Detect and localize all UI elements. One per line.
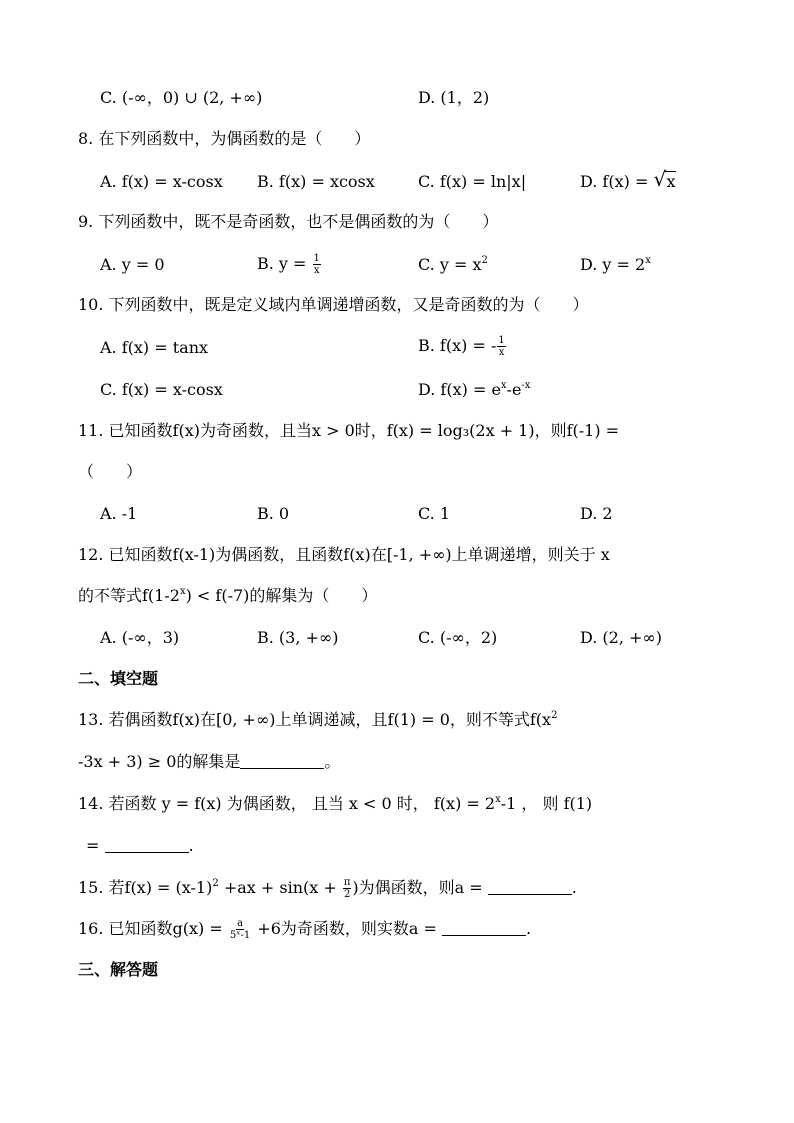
sqrt-symbol: √ x	[653, 167, 676, 191]
q10-option-a: A. f(x) = tanx	[100, 338, 209, 357]
answer-blank	[105, 836, 189, 853]
q7-option-c: C. (-∞，0) ∪ (2, +∞)	[100, 88, 263, 107]
q14-line2: = .	[86, 836, 194, 855]
q11-stem: 11. 已知函数f(x)为奇函数，且当x > 0时，f(x) = log₃(2x + 1)，则f(-1) =	[78, 421, 620, 440]
q15-line: 15. 若$f(x) = (x-1)^2 +ax + \sin(x$ + $\frac{\pi}{2}$ )为偶函数，则a = .	[78, 877, 577, 900]
q7-option-d: D. (1，2)	[418, 88, 490, 107]
answer-blank	[240, 752, 324, 769]
q10-option-c: C. f(x) = x-cosx	[100, 380, 223, 399]
q12-option-c: C. (-∞，2)	[418, 628, 498, 647]
q9-option-d: D. $y = 2^x$	[580, 255, 651, 274]
answer-blank	[488, 878, 572, 895]
q11-stem-cont: （ ）	[78, 462, 143, 481]
q10-option-d: D. $f(x) = e^x-e^{-x}$	[418, 380, 531, 399]
q8-option-a: A. f(x) = x-cosx	[100, 172, 223, 191]
q14-line1: 14. 若函数 y = f(x) 为偶函数， 且当 x < 0 时， $f(x) = 2^x-1$ ， 则 f(1)	[78, 794, 593, 813]
q11-option-d: D. 2	[580, 504, 613, 523]
fraction: $\frac{\pi}{2}$	[343, 877, 351, 900]
q8-option-d: D. f(x) = √ x	[580, 167, 676, 191]
q8-option-c: C. f(x) = ln|x|	[418, 172, 527, 191]
fraction: $\frac{a}{\text{5ˣ-1}}$	[229, 918, 251, 941]
q13-line1: 13. 若偶函数f(x)在[0, +∞)上单调递减，且f(1) = 0，则不等式$f(x^2$	[78, 710, 558, 729]
q10-option-b: B. f(x) = - $\frac{1}{x}$	[418, 335, 505, 358]
q11-option-a: A. -1	[100, 504, 138, 523]
fraction: $\frac{1}{x}$	[498, 335, 505, 358]
fraction: $\frac{1}{x}$	[313, 253, 320, 276]
q9-stem: 9. 下列函数中，既不是奇函数，也不是偶函数的为（ ）	[78, 212, 499, 231]
q16-line: 16. 已知函数g(x) = $\frac{a}{\text{5ˣ-1}}$ +6为奇函数，则实数a = .	[78, 918, 532, 941]
q9-option-b: B. y = $\frac{1}{x}$	[257, 253, 320, 276]
q12-option-a: A. (-∞，3)	[100, 628, 180, 647]
q11-option-b: B. 0	[257, 504, 290, 523]
q9-option-a: A. y = 0	[100, 255, 165, 274]
q8-option-b: B. f(x) = xcosx	[257, 172, 375, 191]
q8-stem: 8. 在下列函数中，为偶函数的是（ ）	[78, 129, 371, 148]
q11-option-c: C. 1	[418, 504, 451, 523]
section-answer-heading: 三、解答题	[78, 960, 159, 979]
q12-stem: 12. 已知函数f(x-1)为偶函数，且函数f(x)在[-1, +∞)上单调递增，则关于 x	[78, 545, 610, 564]
answer-blank	[442, 919, 526, 936]
q9-option-c: C. $y = x^2$	[418, 255, 488, 274]
q12-stem-line2: 的不等式$f(1-2^x) < f(-7)$的解集为（ ）	[78, 586, 378, 605]
q12-option-d: D. (2, +∞)	[580, 628, 662, 647]
section-fill-in-heading: 二、填空题	[78, 669, 159, 688]
q13-line2: -3x + 3) ≥ 0的解集是 。	[78, 752, 341, 771]
q12-option-b: B. (3, +∞)	[257, 628, 339, 647]
q10-stem: 10. 下列函数中，既是定义域内单调递增函数，又是奇函数的为（ ）	[78, 295, 589, 314]
